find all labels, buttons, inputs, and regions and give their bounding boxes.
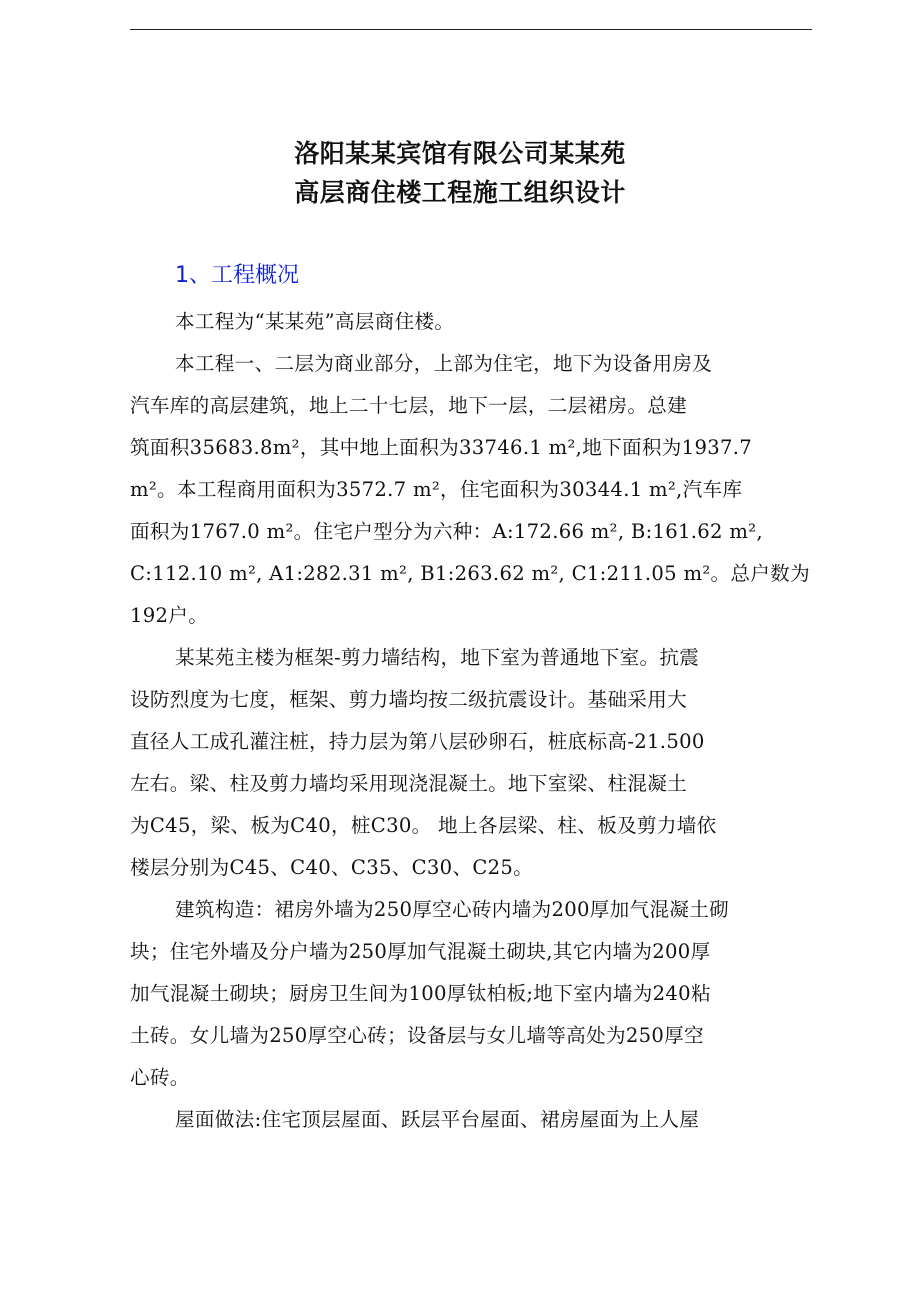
text-line: 本工程为“某某苑”高层商住楼。	[175, 310, 455, 333]
text-line: 汽车库的高层建筑，地上二十七层，地下一层，二层裙房。总建	[130, 394, 688, 417]
text-line: 直径人工成孔灌注桩，持力层为第八层砂卵石，桩底标高-21.500	[130, 730, 705, 753]
text-line: 设防烈度为七度，框架、剪力墙均按二级抗震设计。基础采用大	[130, 688, 688, 711]
text-line: 本工程一、二层为商业部分，上部为住宅，地下为设备用房及	[175, 352, 713, 375]
text-line: 建筑构造：裙房外墙为250厚空心砖内墙为200厚加气混凝土砌	[175, 898, 730, 921]
paragraph-structure	[130, 637, 820, 889]
title-line-1: 洛阳某某宾馆有限公司某某苑	[294, 139, 626, 168]
text-line: 为C45，梁、板为C40，桩C30。 地上各层梁、柱、板及剪力墙依	[130, 814, 717, 837]
text-line: 楼层分别为C45、C40、C35、C30、C25。	[130, 856, 534, 879]
text-line: 192户。	[130, 604, 209, 627]
text-line: 心砖。	[130, 1066, 190, 1089]
paragraph-construction	[130, 889, 820, 1099]
title-line-2: 高层商住楼工程施工组织设计	[294, 178, 626, 207]
paragraph-overview	[130, 343, 820, 637]
document-title	[0, 134, 920, 212]
text-line: 左右。梁、柱及剪力墙均采用现浇混凝土。地下室梁、柱混凝土	[130, 772, 688, 795]
header-rule	[130, 29, 812, 30]
text-line: 某某苑主楼为框架-剪力墙结构，地下室为普通地下室。抗震	[175, 646, 700, 669]
text-line: m²。本工程商用面积为3572.7 m²，住宅面积为30344.1 m²,汽车库	[130, 478, 743, 501]
section-heading: 1、工程概况	[175, 263, 299, 288]
body-text	[130, 301, 820, 1141]
paragraph-roof	[130, 1099, 820, 1141]
paragraph-intro	[130, 301, 820, 343]
text-line: 块；住宅外墙及分户墙为250厚加气混凝土砌块,其它内墙为200厚	[130, 940, 711, 963]
text-line: 屋面做法:住宅顶层屋面、跃层平台屋面、裙房屋面为上人屋	[175, 1108, 700, 1131]
text-line: 土砖。女儿墙为250厚空心砖；设备层与女儿墙等高处为250厚空	[130, 1024, 704, 1047]
text-line: 面积为1767.0 m²。住宅户型分为六种：A:172.66 m², B:161.62 m²,	[130, 520, 763, 543]
text-line: C:112.10 m², A1:282.31 m², B1:263.62 m², C1:211.05 m²。总户数为	[130, 562, 810, 585]
text-line: 加气混凝土砌块；厨房卫生间为100厚钛柏板;地下室内墙为240粘	[130, 982, 711, 1005]
text-line: 筑面积35683.8m²，其中地上面积为33746.1 m²,地下面积为1937.7	[130, 436, 753, 459]
